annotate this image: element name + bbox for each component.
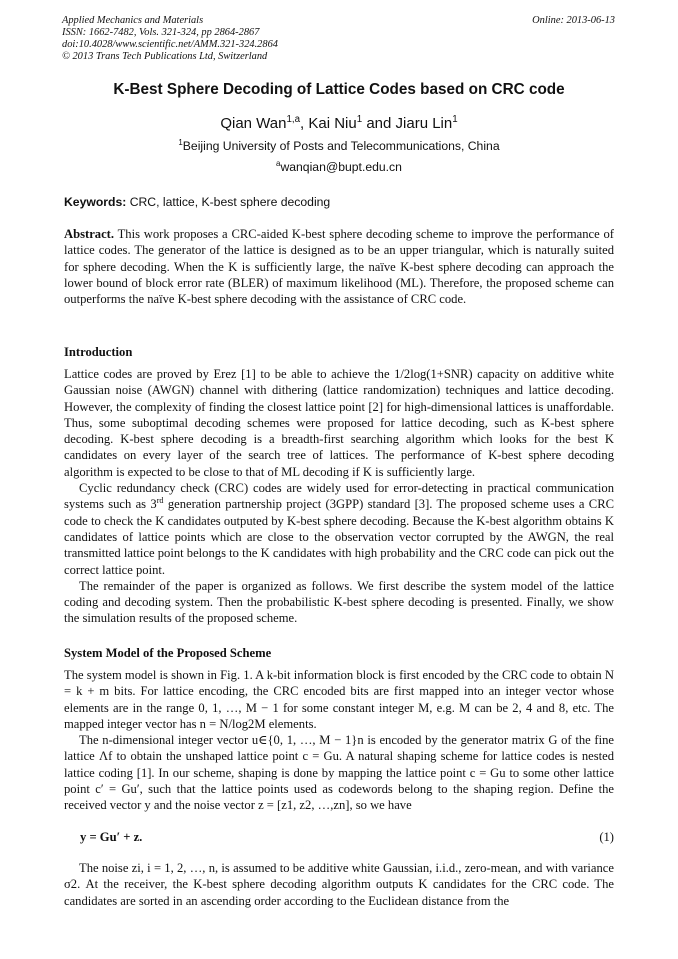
paragraph: The n-dimensional integer vector u∈{0, 1, …, M − 1}n is encoded by the generator matrix G of the fine lattice Λf to obtain the unshaped lattice point c = Gu. A natural shaping scheme for lattice codes is nested lattice coding [1]. In our scheme, shaping is done by mapping the lattice point c = Gu to some other lattice point c′ = Gu′, such that the lattice points used as codewords belong to the shaping region. Define the received vector y and the noise vector z = [z1, z2, …,zn], so we have <box>64 733 614 813</box>
author-name: Kai Niu <box>308 115 357 132</box>
affiliation-superscript: 1 <box>178 137 183 147</box>
equation-text: y = Gu′ + z. <box>80 830 143 844</box>
email-superscript: a <box>276 158 281 168</box>
author-name: Jiaru Lin <box>395 115 453 132</box>
issn-line: ISSN: 1662-7482, Vols. 321-324, pp 2864-2867 <box>62 27 260 38</box>
paragraph: The noise zi, i = 1, 2, …, n, is assumed to be additive white Gaussian, i.i.d., zero-mean, and with variance σ2. At the receiver, the K-best sphere decoding algorithm outputs K candidates for the CRC code. The candidates are sorted in an ascending order according to the Euclidean distance from the <box>64 861 614 908</box>
paragraph-text: Cyclic redundancy check (CRC) codes are widely used for error-detecting in practical communication systems such as 3 <box>64 481 614 512</box>
equation-number: (1) <box>599 830 614 844</box>
equation-1 <box>80 830 614 845</box>
copyright-line: © 2013 Trans Tech Publications Ltd, Switzerland <box>62 51 268 62</box>
abstract-text: This work proposes a CRC-aided K-best sphere decoding scheme to improve the performance of lattice codes. The generator of the lattice is designed as to be an upper triangular, which is naturally suited for sphere decoding. When the K is sufficiently large, the naïve K-best sphere decoding can approach the lower bound of block error rate (BLER) of maximum likelihood (ML). Therefore, the proposed scheme can outperforms the naïve K-best sphere decoding with the assistance of CRC code. <box>64 227 614 307</box>
paragraph-text: generation partnership project (3GPP) standard [3]. The proposed scheme uses a CRC code to check the K candidates outputed by K-best sphere decoding. Because the K-best algorithm obtains K candidates of lattice points which are close to the observation vector corrupted by the AWGN, the real transmitted lattice point belongs to the K candidates with high probability and the CRC code can pick out the correct lattice point. <box>64 497 615 577</box>
system-model-body-continued <box>64 860 614 909</box>
paragraph: The remainder of the paper is organized as follows. We first describe the system model of the lattice coding and decoding system. Then the probabilistic K-best sphere decoding is presented. Finally, we show the simulation results of the proposed scheme. <box>64 578 614 626</box>
author-separator: , <box>300 115 309 132</box>
section-heading-introduction: Introduction <box>64 345 133 359</box>
paragraph <box>64 480 614 578</box>
author-separator: and <box>362 115 396 132</box>
introduction-body <box>64 366 614 627</box>
affiliation-text: Beijing University of Posts and Telecommunications, China <box>182 139 500 153</box>
abstract-label: Abstract. <box>64 227 115 241</box>
paragraph: Lattice codes are proved by Erez [1] to be able to achieve the 1/2log(1+SNR) capacity on additive white Gaussian noise (AWGN) channel with dithering (lattice randomization) techniques and lattice decoding. However, the complexity of finding the closest lattice point [2] for high-dimensional lattices is unaffordable. Thus, some suboptimal decoding schemes were proposed for lattice decoding, such as K-best sphere decoding. K-best sphere decoding is a breadth-first searching algorithm which looks for the best K candidates on every layer of the search tree of lattices. The performance of K-best sphere decoding algorithm is expected to be close to that of ML decoding if K is sufficiently large. <box>64 367 614 479</box>
keywords-text: CRC, lattice, K-best sphere decoding <box>126 195 331 209</box>
author-name: Qian Wan <box>220 115 287 132</box>
author-superscript: 1 <box>452 114 458 125</box>
author-list <box>0 115 678 132</box>
email <box>0 160 678 174</box>
author-superscript: 1,a <box>286 114 301 125</box>
journal-header <box>62 15 615 63</box>
author-superscript: 1 <box>356 114 363 125</box>
keywords <box>64 195 330 209</box>
system-model-body <box>64 667 614 814</box>
email-address: wanqian@bupt.edu.cn <box>280 160 402 174</box>
journal-name: Applied Mechanics and Materials <box>62 15 204 26</box>
paragraph: The system model is shown in Fig. 1. A k-bit information block is first encoded by the CRC code to obtain N = k + m bits. For lattice encoding, the CRC encoded bits are first mapped into an integer vector whose elements are in the range 0, 1, …, M − 1 for some constant integer M, e.g. M can be 2, 4 and 8, etc. The mapped integer vector has n = N/log2M elements. <box>64 668 614 731</box>
abstract <box>64 226 614 307</box>
affiliation <box>0 139 678 153</box>
keywords-label: Keywords: <box>64 195 127 209</box>
ordinal-superscript: rd <box>156 496 164 506</box>
online-date: Online: 2013-06-13 <box>532 15 615 26</box>
paper-title: K-Best Sphere Decoding of Lattice Codes based on CRC code <box>113 81 565 98</box>
section-heading-system-model: System Model of the Proposed Scheme <box>64 646 272 660</box>
doi-line: doi:10.4028/www.scientific.net/AMM.321-324.2864 <box>62 39 278 50</box>
